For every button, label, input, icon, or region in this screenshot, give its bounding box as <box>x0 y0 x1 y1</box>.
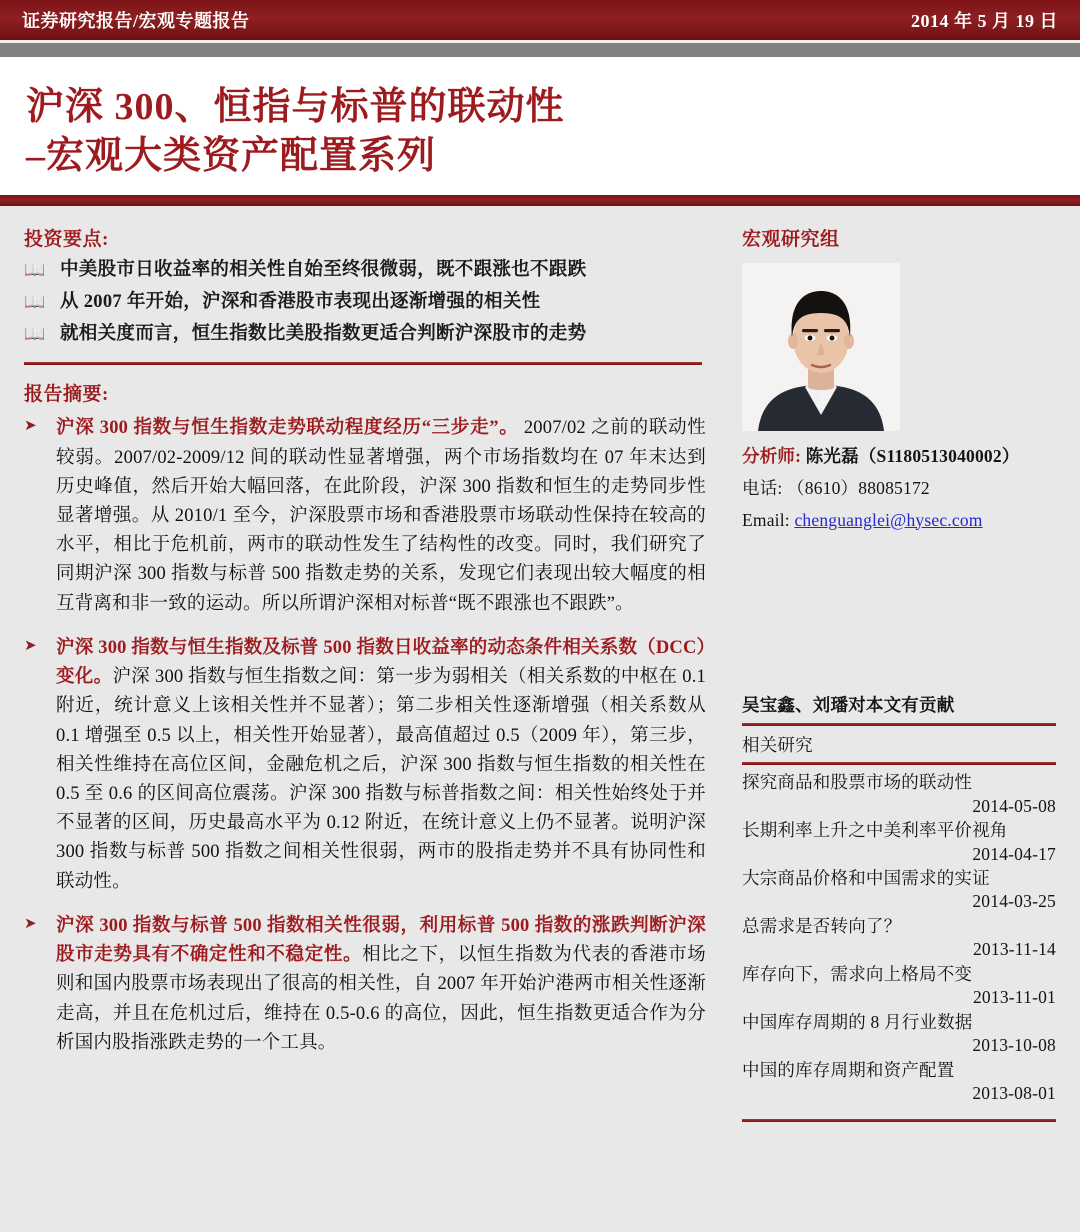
research-name: 库存向下，需求向上格局不变 <box>742 963 973 984</box>
summary-bullet-text: 沪深 300 指数与恒生指数之间：第一步为弱相关（相关系数的中枢在 0.1 附近，统计意义上该相关性并不显著）；第二步相关性逐渐增强（相关系数从 0.1 增强至 0.5 以上，相关性开始显著），最高值超过 0.5（2009 年），第三步，相关性维持在高位区间，金融危机之后，沪深 300 指数与恒生指数的相关性在 0.5 至 0.6 的区间高位震荡。沪深 300 指数与标普指数之间：相关性始终处于并不显著的区间，历史最高水平为 0.12 附近，在统计意义上仍不显著。说明沪深 300 指数与标普 500 指数之间相关性很弱，两市的股指走势并不具有协同性和联动性。 <box>56 667 706 892</box>
research-date: 2013-11-14 <box>972 939 1056 960</box>
sidebar-divider-bottom <box>742 1119 1056 1122</box>
research-date: 2013-10-08 <box>972 1035 1056 1056</box>
list-item[interactable] <box>742 867 1056 914</box>
investment-point-item <box>20 259 706 282</box>
sidebar-divider-top <box>742 723 1056 726</box>
list-item[interactable] <box>742 1011 1056 1058</box>
research-date: 2014-05-08 <box>972 795 1056 816</box>
investment-point-item <box>20 291 706 314</box>
page-header <box>0 0 1080 40</box>
investment-points-heading: 投资要点: <box>24 229 109 250</box>
research-name: 大宗商品价格和中国需求的实证 <box>742 868 990 888</box>
research-name: 探究商品和股票市场的联动性 <box>742 772 973 793</box>
list-item[interactable] <box>742 963 1056 1010</box>
analyst-portrait-graphic <box>742 263 900 431</box>
left-column <box>0 206 726 1225</box>
open-book-icon: 📖 <box>24 292 46 312</box>
main-content <box>0 206 1080 1225</box>
header-date: 2014 年 5 月 19 日 <box>911 11 1058 31</box>
right-sidebar <box>726 206 1080 1225</box>
investment-point-text: 就相关度而言，恒生指数比美股指数更适合判断沪深股市的走势 <box>60 324 587 345</box>
report-title-block <box>0 57 1080 195</box>
arrow-bullet-icon: ➤ <box>24 915 37 932</box>
summary-bullet-body <box>56 634 706 897</box>
research-date: 2013-11-01 <box>972 987 1056 1008</box>
header-gray-bar <box>0 43 1080 57</box>
analyst-name-row <box>742 445 1058 468</box>
research-date: 2014-04-17 <box>972 843 1056 864</box>
research-date: 2013-08-01 <box>972 1082 1056 1103</box>
research-name: 长期利率上升之中美利率平价视角 <box>742 820 1008 841</box>
analyst-phone-row <box>742 477 1058 500</box>
research-group-title: 宏观研究组 <box>742 229 840 250</box>
arrow-bullet-icon: ➤ <box>24 418 37 435</box>
open-book-icon: 📖 <box>24 260 46 279</box>
report-summary-heading: 报告摘要: <box>24 384 109 406</box>
summary-bullet-text: 相比之下，以恒生指数为代表的香港市场则和国内股票市场表现出了很高的相关性，自 2007 年开始沪港两市相关性逐渐走高，并且在危机过后，维持在 0.5-0.6 的高位，因此，恒生指数更适合作为分析国内股指涨跌走势的一个工具。 <box>56 945 707 1053</box>
summary-bullet-body <box>56 912 706 1058</box>
list-item[interactable] <box>742 915 1056 962</box>
open-book-icon: 📖 <box>24 324 46 344</box>
summary-bullet-body <box>56 414 706 619</box>
sidebar-divider-mid <box>742 762 1056 765</box>
summary-bullet-lead: 沪深 300 指数与标普 500 指数相关性很弱，利用标普 500 指数的涨跌判断沪深股市走势具有不确定性和不稳定性。 <box>56 915 706 966</box>
arrow-bullet-icon: ➤ <box>24 637 37 654</box>
research-name: 总需求是否转向了？ <box>742 915 902 936</box>
investment-point-text: 中美股市日收益率的相关性自始至终很微弱，既不跟涨也不跟跌 <box>60 260 587 280</box>
summary-bullet-lead: 沪深 300 指数与恒生指数及标普 500 指数日收益率的动态条件相关系数（DCC）变化。 <box>56 637 706 688</box>
summary-bullet <box>20 912 706 1058</box>
research-date: 2014-03-25 <box>972 891 1056 912</box>
summary-bullet-text: 2007/02 之前的联动性较弱。2007/02-2009/12 间的联动性显著增强，两个市场指数均在 07 年末达到历史峰值，然后开始大幅回落，在此阶段，沪深 300 指数和恒生的走势同步性显著增强。从 2010/1 至今，沪深股票市场和香港股票市场联动性保持在较高的水平，相比于危机前，两市的联动性发生了结构性的改变。同时，我们研究了同期沪深 300 指数与标普 500 指数走势的关系，发现它们表现出较大幅度的相互背离和非一致的运动。所以所谓沪深相对标普“既不跟涨也不跟跌”。 <box>56 418 706 614</box>
summary-bullet-lead: 沪深 300 指数与恒生指数走势联动程度经历“三步走”。 <box>56 418 519 439</box>
phone-label: 电话: <box>742 477 783 498</box>
analyst-email-row <box>742 509 1058 532</box>
list-item[interactable] <box>742 1059 1056 1106</box>
analyst-portrait <box>742 263 900 431</box>
page-title-line-1: 沪深 300、恒指与标普的联动性 <box>26 86 565 128</box>
list-item[interactable] <box>742 819 1056 866</box>
research-name: 中国库存周期的 8 月行业数据 <box>742 1011 973 1032</box>
header-breadcrumb: 证券研究报告/宏观专题报告 <box>22 11 250 31</box>
investment-point-text: 从 2007 年开始，沪深和香港股市表现出逐渐增强的相关性 <box>60 292 541 313</box>
section-divider <box>24 362 702 365</box>
contributors-line: 吴宝鑫、刘璠对本文有贡献 <box>742 695 955 716</box>
title-rule <box>0 195 1080 206</box>
investment-point-item <box>20 323 706 346</box>
summary-bullet <box>20 414 706 619</box>
analyst-name: 陈光磊（S1180513040002） <box>805 446 1020 466</box>
email-label: Email: <box>742 509 790 530</box>
phone-value: （8610）88085172 <box>787 477 930 498</box>
related-research-title: 相关研究 <box>742 735 813 756</box>
email-link[interactable]: chenguanglei@hysec.com <box>794 509 983 530</box>
page-title-line-2: –宏观大类资产配置系列 <box>26 134 437 177</box>
analyst-label: 分析师: <box>742 446 802 466</box>
summary-bullet <box>20 634 706 897</box>
research-name: 中国的库存周期和资产配置 <box>742 1059 955 1080</box>
list-item[interactable] <box>742 771 1056 818</box>
